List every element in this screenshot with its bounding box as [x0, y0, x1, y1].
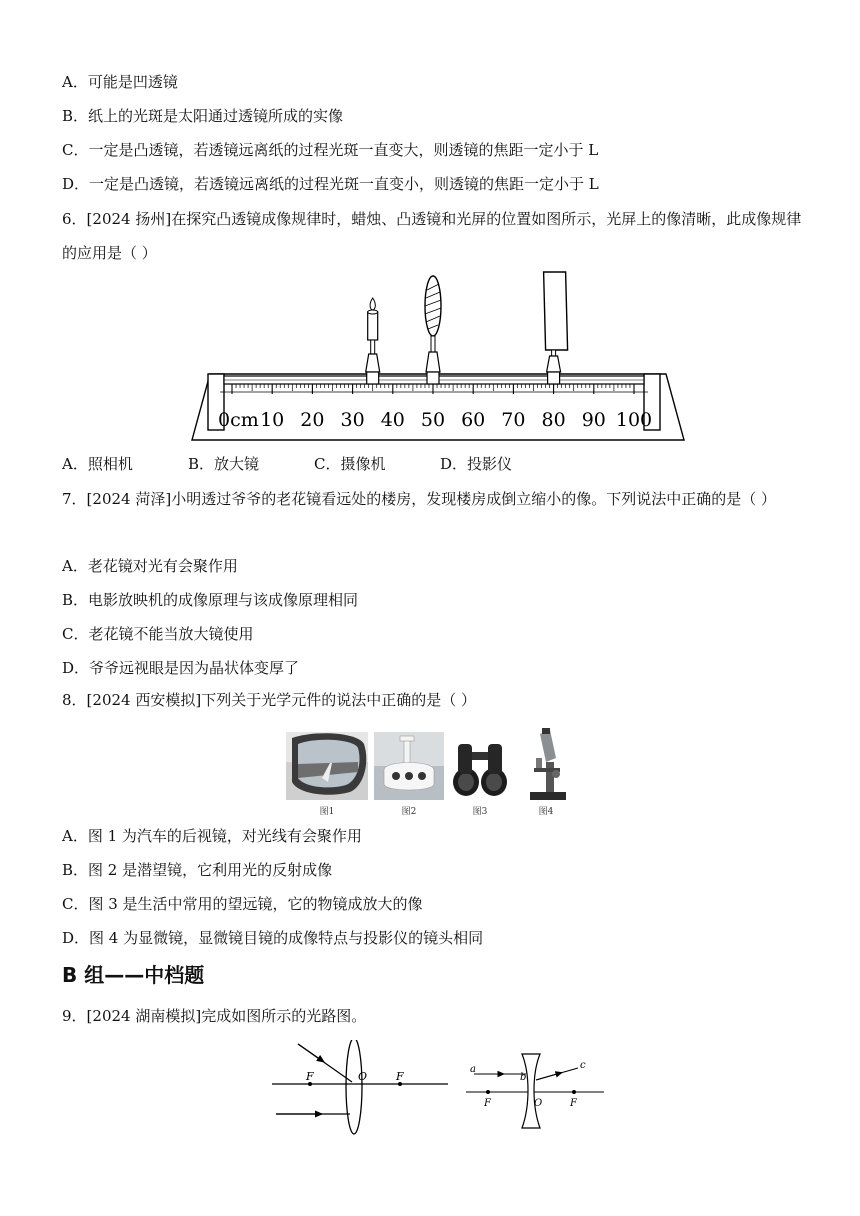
ruler-label: 50 — [420, 409, 446, 431]
convex-lens — [425, 276, 441, 384]
rearview-mirror-image — [286, 732, 368, 800]
ruler-label: 0cm — [218, 409, 259, 431]
q7-option-d: D．爷爷远视眼是因为晶状体变厚了 — [62, 659, 300, 677]
q8-option-a: A．图 1 为汽车的后视镜，对光线有会聚作用 — [62, 827, 362, 845]
diagram2-label-c: c — [580, 1060, 586, 1071]
q5-option-a: A．可能是凹透镜 — [62, 73, 178, 91]
diagram2-label-b: b — [520, 1072, 527, 1083]
diagram2-label-a: a — [470, 1064, 476, 1075]
q6-question: 6．[2024 扬州]在探究凸透镜成像规律时，蜡烛、凸透镜和光屏的位置如图所示，光屏上的像清晰，此成像规律的应用是（ ） — [62, 210, 802, 262]
candle — [366, 298, 380, 384]
ruler-label: 90 — [581, 409, 606, 431]
q6-option-c: C．摄像机 — [314, 455, 386, 473]
diagram2-label-f-right: F — [570, 1098, 577, 1109]
optical-bench-figure — [188, 268, 688, 444]
diagram2-label-f-left: F — [484, 1098, 491, 1109]
ruler-label: 60 — [461, 409, 486, 431]
light-screen — [544, 272, 568, 384]
diagram2-label-o: O — [534, 1098, 543, 1109]
ruler-label: 80 — [541, 409, 566, 431]
q8-option-b: B．图 2 是潜望镜，它利用光的反射成像 — [62, 861, 333, 879]
figure-caption-1: 图1 — [319, 807, 335, 817]
q9-diagram-concave — [462, 1050, 608, 1132]
ruler-label: 100 — [615, 409, 653, 431]
q7-option-a: A．老花镜对光有会聚作用 — [62, 557, 238, 575]
periscope-image — [374, 732, 444, 800]
q9-diagram-convex — [268, 1040, 452, 1140]
q6-option-b: B．放大镜 — [188, 455, 260, 473]
diagram1-label-f-left: F — [306, 1070, 314, 1083]
ruler-label: 70 — [501, 409, 526, 431]
figure-caption-2: 图2 — [401, 807, 417, 817]
ruler-labels — [218, 409, 652, 431]
q6-option-d: D．投影仪 — [440, 455, 513, 473]
q7-option-c: C．老花镜不能当放大镜使用 — [62, 625, 254, 643]
q5-option-d: D．一定是凸透镜，若透镜远离纸的过程光斑一直变小，则透镜的焦距一定小于 L — [62, 175, 599, 193]
figure-caption-4: 图4 — [538, 807, 554, 817]
ruler-label: 10 — [260, 409, 285, 431]
section-b-title: B 组——中档题 — [62, 963, 205, 987]
q8-figures — [284, 722, 580, 820]
q9-question: 9．[2024 湖南模拟]完成如图所示的光路图。 — [62, 1007, 367, 1025]
q6-options — [62, 454, 662, 474]
q5-option-c: C．一定是凸透镜，若透镜远离纸的过程光斑一直变大，则透镜的焦距一定小于 L — [62, 141, 599, 159]
figure-caption-3: 图3 — [472, 807, 488, 817]
ruler-label: 20 — [300, 409, 325, 431]
binoculars-image — [450, 732, 510, 800]
q6-option-a: A．照相机 — [62, 455, 133, 473]
q8-question: 8．[2024 西安模拟]下列关于光学元件的说法中正确的是（ ） — [62, 691, 476, 709]
q7-question: 7．[2024 菏泽]小明透过爷爷的老花镜看远处的楼房，发现楼房成倒立缩小的像。下列说法中正确的是（ ） — [62, 490, 776, 508]
diagram1-label-o: O — [358, 1070, 368, 1083]
q8-option-d: D．图 4 为显微镜，显微镜目镜的成像特点与投影仪的镜头相同 — [62, 929, 484, 947]
ruler-label: 40 — [380, 409, 405, 431]
q5-option-b: B．纸上的光斑是太阳通过透镜所成的实像 — [62, 107, 344, 125]
ruler-label: 30 — [340, 409, 365, 431]
microscope-image — [516, 726, 576, 800]
q7-option-b: B．电影放映机的成像原理与该成像原理相同 — [62, 591, 359, 609]
diagram1-label-f-right: F — [396, 1070, 404, 1083]
q8-option-c: C．图 3 是生活中常用的望远镜，它的物镜成放大的像 — [62, 895, 423, 913]
